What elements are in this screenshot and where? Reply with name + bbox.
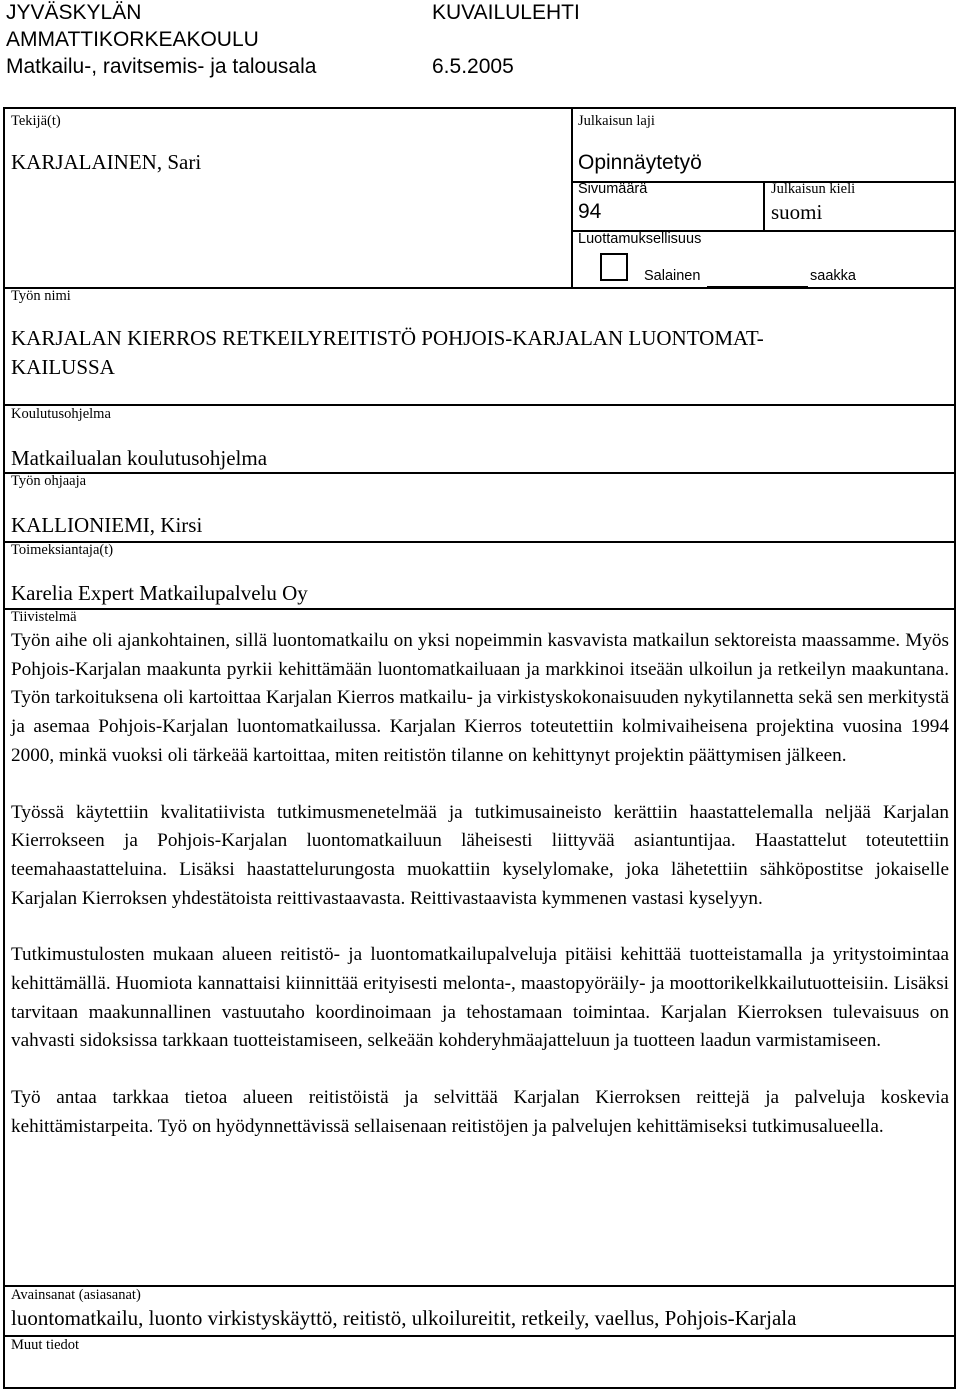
title-top-divider <box>3 287 956 289</box>
language-label: Julkaisun kieli <box>771 181 856 197</box>
department-name: Matkailu-, ravitsemis- ja talousala <box>6 55 317 78</box>
secret-label: Salainen <box>644 268 701 284</box>
abstract-paragraph-2: Työssä käytettiin kvalitatiivista tutkimusmenetelmää ja tutkimusaineisto kerättiin haastattelemalla neljää Karjalan Kierrokseen ja Pohjois-Karjalan luontomatkailuun läheisesti liittyvää asiantuntijaa. Haastattelut toteutettiin teemahaastatteluina. Lisäksi haastattelurungosta muokattiin kyselylomake, joka lähetettiin sähköpostitse jokaiselle Karjalan Kierroksen yhdestätoista reittivastaavasta. Reittivastaavista kymmenen vastasi kyselyyn. <box>11 801 949 909</box>
school-name-line1: JYVÄSKYLÄN <box>6 1 142 24</box>
pub-type-value: Opinnäytetyö <box>578 151 702 174</box>
keywords-value: luontomatkailu, luonto virkistyskäyttö, reitistö, ulkoilureitit, retkeily, vaellus, Pohjois-Karjala <box>11 1306 797 1330</box>
document-date: 6.5.2005 <box>432 55 514 78</box>
commissioner-label: Toimeksiantaja(t) <box>11 542 114 558</box>
abstract-label: Tiivistelmä <box>11 609 77 625</box>
language-value: suomi <box>771 200 823 224</box>
supervisor-divider <box>3 541 956 543</box>
author-label: Tekijä(t) <box>11 113 61 129</box>
supervisor-value: KALLIONIEMI, Kirsi <box>11 513 203 537</box>
school-name-line2: AMMATTIKORKEAKOULU <box>6 28 259 51</box>
pages-label: Sivumäärä <box>578 181 648 197</box>
keywords-divider <box>3 1335 956 1337</box>
commissioner-value: Karelia Expert Matkailupalvelu Oy <box>11 581 308 605</box>
document-type: KUVAILULEHTI <box>432 1 580 24</box>
abstract-paragraph-1: Työn aihe oli ajankohtainen, sillä luontomatkailu on yksi nopeimmin kasvavista matkailun sektoreista maassamme. Myös Pohjois-Karjalan maakunta pyrkii kehittämään luontomatkailuaan ja markkinoi itseään ulkoilun ja retkeilyn maakuntana. Työn tarkoituksena oli kartoittaa Karjalan Kierros matkailu- ja virkistyskokonaisuuden nykytilannetta sekä sen merkitystä ja asemaa Pohjois-Karjalan luontomatkailussa. Karjalan Kierros toteutettiin kolmivaiheisena projektina vuosina 1994 2000, minkä vuoksi oli tärkeää kartoittaa, miten reitistön tilanne on kehittynyt projektin päättymisen jälkeen. <box>11 630 949 766</box>
abstract-body <box>11 627 949 1142</box>
title-bottom-divider <box>3 404 956 406</box>
secret-checkbox[interactable] <box>600 253 628 281</box>
until-label: saakka <box>810 268 856 284</box>
program-divider <box>3 472 956 474</box>
abstract-paragraph-4: Työ antaa tarkkaa tietoa alueen reitistöistä ja selvittää Karjalan Kierroksen reittejä ja palveluja koskevia kehittämistarpeita. Työ on hyödynnettävissä sellaisenaan reitistöjen ja palvelujen kehittämiseksi tutkimusalueella. <box>11 1087 949 1137</box>
pages-language-divider <box>763 181 765 231</box>
supervisor-label: Työn ohjaaja <box>11 473 87 489</box>
abstract-paragraph-3: Tutkimustulosten mukaan alueen reitistö- ja luontomatkailupalveluja pitäisi kehittää tuotteistamalla ja yritystoimintaa kehittämällä. Huomiota kannattaisi kiinnittää erityisesti melonta-, maastopyöräily- ja moottorikelkkailutuotteisiin. Lisäksi tarvitaan maakunnallinen vastuutaho koordinoimaan ja tehostamaan toimintaa. Karjalan Kierroksen tulevaisuus on vahvasti sidoksissa tarkkaan tuotteistamiseen, selkeään kohderyhmäajatteluun ja tuotteen laadun varmistamiseen. <box>11 944 949 1052</box>
confidentiality-label: Luottamuksellisuus <box>578 231 702 247</box>
program-label: Koulutusohjelma <box>11 406 111 422</box>
commissioner-divider <box>3 608 956 610</box>
title-label: Työn nimi <box>11 288 71 304</box>
other-info-label: Muut tiedot <box>11 1337 80 1353</box>
title-line1: KARJALAN KIERROS RETKEILYREITISTÖ POHJOIS-KARJALAN LUONTOMAT- <box>11 326 764 350</box>
program-value: Matkailualan koulutusohjelma <box>11 446 268 470</box>
column-divider <box>571 107 573 288</box>
pages-value: 94 <box>578 200 602 223</box>
author-value: KARJALAINEN, Sari <box>11 150 202 174</box>
title-line2: KAILUSSA <box>11 355 115 379</box>
keywords-label: Avainsanat (asiasanat) <box>11 1287 141 1303</box>
pub-type-label: Julkaisun laji <box>578 113 655 129</box>
abstract-divider <box>3 1285 956 1287</box>
secret-until-underline[interactable] <box>707 286 808 287</box>
